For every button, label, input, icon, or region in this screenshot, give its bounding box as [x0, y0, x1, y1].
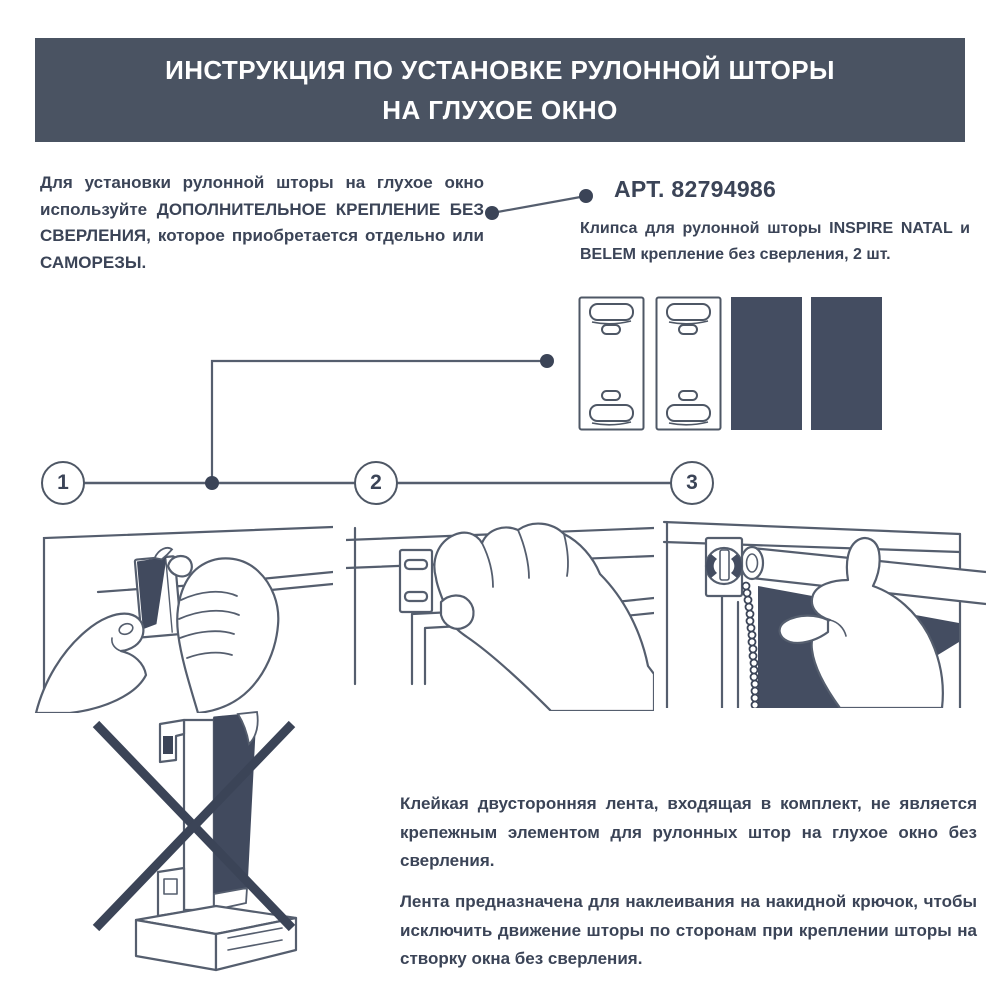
mounting-clip-icon — [655, 296, 722, 431]
adhesive-pad-icon — [731, 297, 802, 430]
note-tape-purpose: Лента предназначена для наклеивания на накидной крючок, чтобы исключить движение шторы по сторонам при креплении шторы на створку окна без сверления. — [400, 892, 977, 969]
mounting-clip-icon — [578, 296, 645, 431]
header-title-line1: ИНСТРУКЦИЯ ПО УСТАНОВКЕ РУЛОННОЙ ШТОРЫ — [165, 55, 835, 85]
step-1-badge — [41, 461, 85, 505]
step1-peel-film-illustration — [18, 518, 333, 713]
header-banner — [35, 38, 965, 142]
step-3-badge — [670, 461, 714, 505]
step-2-badge — [354, 461, 398, 505]
step2-attach-clip-illustration — [346, 516, 654, 711]
step-3-number: 3 — [686, 471, 698, 494]
prohibited-tape-on-hook-illustration — [66, 698, 360, 980]
step-2-number: 2 — [370, 471, 382, 494]
article-number: АРТ. 82794986 — [614, 176, 777, 202]
step-1-number: 1 — [57, 471, 69, 494]
header-title-line2: НА ГЛУХОЕ ОКНО — [382, 95, 618, 125]
note-adhesive-tape: Клейкая двусторонняя лента, входящая в комплект, не является крепежным элементом для рулонных штор на глухое окно без сверления. — [400, 794, 977, 871]
adhesive-pad-icon — [811, 297, 882, 430]
intro-text: Для установки рулонной шторы на глухое окно используйте ДОПОЛНИТЕЛЬНОЕ КРЕПЛЕНИЕ БЕЗ СВЕРЛЕНИЯ, которое приобретается отдельно или САМОРЕЗЫ. — [40, 173, 484, 272]
step3-mount-blind-illustration — [662, 510, 986, 708]
product-description: Клипса для рулонной шторы INSPIRE NATAL и BELEM крепление без сверления, 2 шт. — [580, 220, 970, 263]
